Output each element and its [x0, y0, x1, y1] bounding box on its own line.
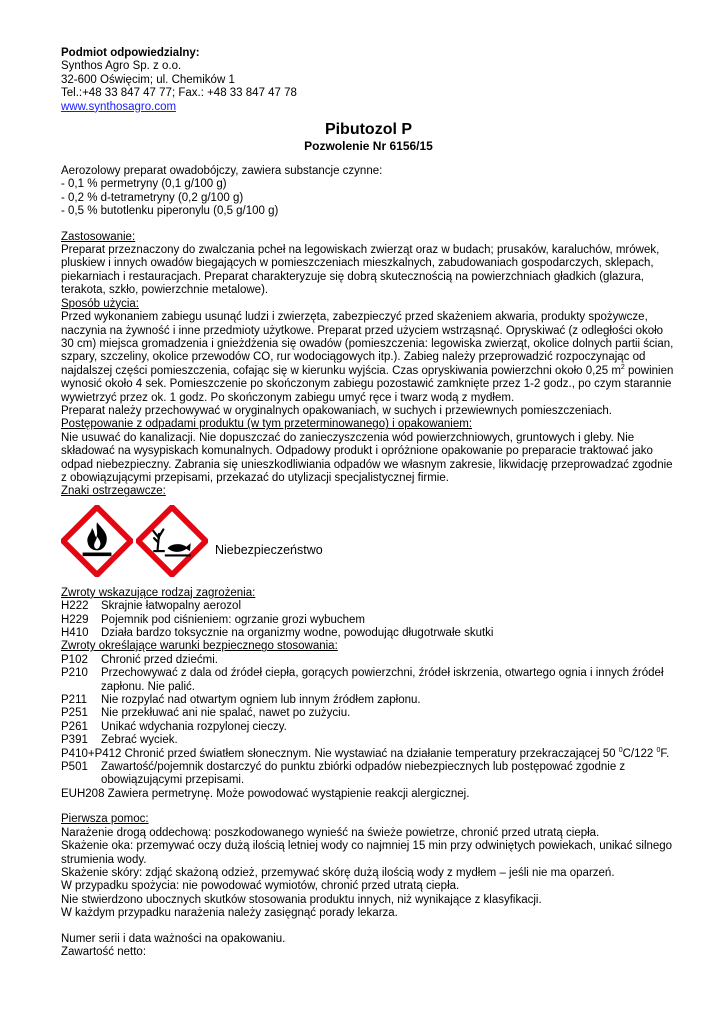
first-aid-line: Skażenie oka: przemywać oczy dużą ilością letniej wody co najmniej 15 min przy odwiniętych powiekach, unikać silnego strumienia wody. [61, 840, 673, 866]
responsible-heading: Podmiot odpowiedzialny: [61, 47, 200, 59]
permit-number: Pozwolenie Nr 6156/15 [304, 139, 433, 154]
composition-intro: Aerozolowy preparat owadobójczy, zawiera substancje czynne: [61, 165, 383, 178]
hazard-statement [61, 600, 676, 613]
precaution-statement [61, 654, 676, 667]
euh208-statement: EUH208 Zawiera permetrynę. Może powodować wystąpienie reakcji alergicznej. [61, 787, 470, 800]
first-aid-line: W każdym przypadku narażenia należy zasięgnąć porady lekarza. [61, 907, 398, 920]
label-document [61, 47, 676, 959]
warning-heading: Znaki ostrzegawcze: [61, 485, 166, 498]
website-link[interactable]: www.synthosagro.com [61, 100, 177, 113]
hazard-pictograms [61, 501, 676, 581]
usage-text-part: powinien wynosić około 4 sek. Pomieszczenie po skończonym zabiegu pozostawić zamknięte przez 1-2 godz., po czym starannie wywietrzyć przez ok. 1 godz. Po skończonym zabiegu umyć ręce i twarz wodą z mydłem. [61, 364, 674, 404]
statement-code: P251 [61, 707, 88, 720]
statement-code: P102 [61, 653, 88, 666]
usage-heading: Sposób użycia: [61, 297, 139, 310]
storage-text: Preparat należy przechowywać w oryginalnych opakowaniach, w suchych i przewiewnych pomieszczeniach. [61, 404, 612, 417]
statement-text: Nie przekłuwać ani nie spalać, nawet po zużyciu. [101, 707, 351, 720]
usage-text [61, 311, 676, 405]
flame-icon [61, 505, 133, 577]
statement-code: P391 [61, 734, 88, 747]
statement-code: P210 [61, 667, 88, 680]
composition-item: - 0,1 % permetryny (0,1 g/100 g) [61, 178, 227, 191]
precaution-p410 [61, 748, 676, 761]
precaution-statement [61, 734, 676, 747]
composition-item: - 0,5 % butotlenku piperonylu (0,5 g/100 g) [61, 205, 279, 218]
statement-text: Pojemnik pod ciśnieniem: ogrzanie grozi wybuchem [101, 613, 365, 626]
statement-text: Przechowywać z dala od źródeł ciepła, gorących powierzchni, źródeł iskrzenia, otwartego ognia i innych źródeł zapłonu. Nie palić. [101, 667, 664, 693]
statement-text: Zebrać wyciek. [101, 734, 178, 747]
precaution-statement [61, 707, 676, 720]
hazard-heading: Zwroty wskazujące rodzaj zagrożenia: [61, 586, 256, 599]
company-address: 32-600 Oświęcim; ul. Chemików 1 [61, 73, 235, 86]
product-title: Pibutozol P [324, 121, 413, 139]
usage-text-part: Przed wykonaniem zabiegu usunąć ludzi i zwierzęta, zabezpieczyć przed skażeniem akwaria, produkty spożywcze, naczynia na żywność i inne przedmioty użytkowe. Preparat przed użyciem wstrząsnąć. Opryskiwać (z odległości około 30 cm) miejsca gromadzenia i gnieżdżenia się owadów (pomieszczenia: legowiska zwierząt, okolice dolnych partii ścian, szpary, szczeliny, okolice przewodów CO, rur wodociągowych itp.). Zabieg należy przeprowadzić rozpoczynając od najdalszej części pomieszczenia, cofając się w kierunku wyjścia. Czas opryskiwania powierzchni około 0,25 m [61, 311, 674, 377]
usage-text-sup: 2 [620, 363, 625, 371]
statement-text: Skrajnie łatwopalny aerozol [101, 600, 241, 613]
statement-code: P501 [61, 761, 88, 774]
hazard-statement [61, 614, 676, 627]
environment-icon [136, 505, 208, 577]
p410-text: P410+P412 Chronić przed światłem słonecznym. Nie wystawiać na działanie temperatury przekraczającej 50 [61, 747, 619, 760]
first-aid-line: Narażenie drogą oddechową: poszkodowanego wynieść na świeże powietrze, chronić przed utratą ciepła. [61, 826, 600, 839]
p410-sup: 0 [618, 746, 623, 754]
disposal-heading: Postępowanie z odpadami produktu (w tym przeterminowanego) i opakowaniem: [61, 418, 473, 431]
composition-item: - 0,2 % d-tetrametryny (0,2 g/100 g) [61, 191, 244, 204]
p410-sup: 0 [656, 746, 661, 754]
statement-code: H410 [61, 627, 89, 639]
p410-text: C/122 [622, 747, 657, 760]
first-aid-line: Nie stwierdzono ubocznych skutków stosowania produktu innych, niż wynikające z klasyfikacji. [61, 893, 542, 906]
application-text: Preparat przeznaczony do zwalczania pcheł na legowiskach zwierząt oraz w budach; prusaków, karaluchów, mrówek, pluskiew i innych owadów biegających w pomieszczeniach mieszkalnych, zabudowaniach gospodarczych, sklepach, piekarniach i restauracjach. Preparat charakteryzuje się dobrą skutecznością na powierzchniach gładkich (glazura, terakota, szkło, powierzchnie metalowe). [61, 244, 660, 297]
statement-text: Chronić przed dziećmi. [101, 653, 218, 666]
first-aid-line: W przypadku spożycia: nie powodować wymiotów, chronić przed utratą ciepła. [61, 880, 460, 893]
net-content: Zawartość netto: [61, 945, 147, 958]
statement-code: P211 [61, 694, 88, 707]
statement-text: Zawartość/pojemnik dostarczyć do punktu zbiórki odpadów niebezpiecznych lub postępować zgodnie z obowiązującymi przepisami. [101, 761, 626, 787]
application-heading: Zastosowanie: [61, 230, 136, 243]
disposal-text: Nie usuwać do kanalizacji. Nie dopuszczać do zanieczyszczenia wód powierzchniowych, gruntowych i gleby. Nie składować na wysypiskach komunalnych. Odpadowy produkt i opróżnione opakowanie po preparacie traktować jako odpad niebezpieczny. Zabrania się unieszkodliwiania odpadów we własnym zakresie, likwidację przeprowadzać zgodnie z obowiązującymi przepisami, przekazać do utylizacji specjalistycznej firmie. [61, 431, 673, 484]
precaution-statement [61, 721, 676, 734]
statement-code: H222 [61, 600, 89, 613]
precaution-statement [61, 667, 676, 694]
statement-code: H229 [61, 613, 89, 626]
signal-word: Niebezpieczeństwo [215, 543, 323, 558]
statement-text: Działa bardzo toksycznie na organizmy wodne, powodując długotrwałe skutki [101, 627, 494, 639]
precaution-statement [61, 761, 676, 788]
first-aid-heading: Pierwsza pomoc: [61, 813, 149, 826]
statement-text: Nie rozpylać nad otwartym ogniem lub innym źródłem zapłonu. [101, 694, 421, 707]
statement-code: P261 [61, 720, 88, 733]
statement-text: Unikać wdychania rozpylonej cieczy. [101, 720, 287, 733]
precaution-heading: Zwroty określające warunki bezpiecznego stosowania: [61, 640, 338, 653]
company-phone: Tel.:+48 33 847 47 77; Fax.: +48 33 847 47 78 [61, 87, 297, 100]
first-aid-line: Skażenie skóry: zdjąć skażoną odzież, przemywać skórę dużą ilością wody z mydłem – jeśli nie ma oparzeń. [61, 866, 615, 879]
p410-text: F. [660, 747, 670, 760]
batch-info: Numer serii i data ważności na opakowaniu. [61, 932, 286, 945]
precaution-statement [61, 694, 676, 707]
hazard-statement [61, 627, 676, 640]
company-name: Synthos Agro Sp. z o.o. [61, 60, 182, 73]
